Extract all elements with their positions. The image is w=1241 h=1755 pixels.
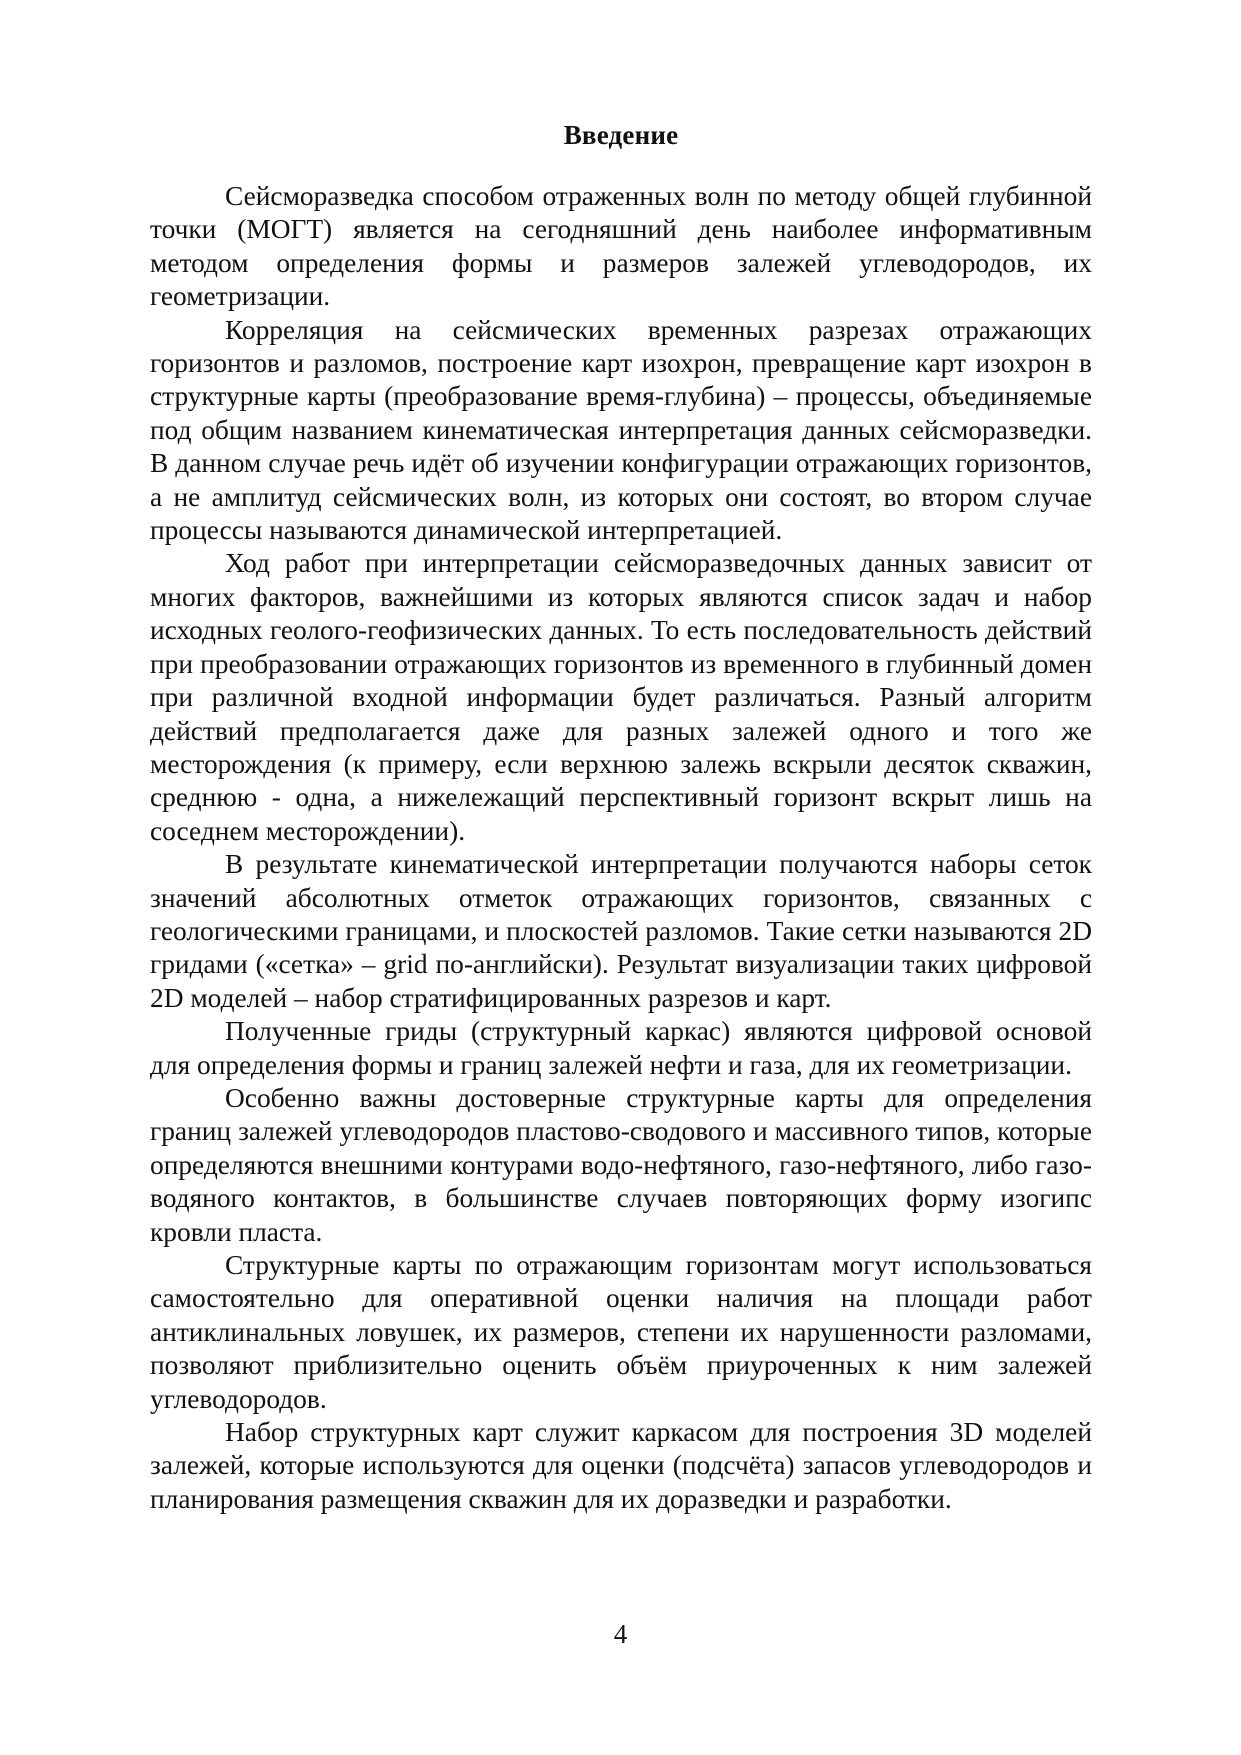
- paragraph: Ход работ при интерпретации сейсморазведочных данных зависит от многих факторов, важнейшими из которых являются список задач и набор исходных геолого-геофизических данных. То есть последовательность действий при преобразовании отражающих горизонтов из временного в глубинный домен при различной входной информации будет различаться. Разный алгоритм действий предполагается даже для разных залежей одного и того же месторождения (к примеру, если верхнюю залежь вскрыли десяток скважин, среднюю - одна, а нижележащий перспективный горизонт вскрыт лишь на соседнем месторождении).: [150, 548, 1092, 846]
- paragraph: Набор структурных карт служит каркасом для построения 3D моделей залежей, которые используются для оценки (подсчёта) запасов углеводородов и планирования размещения скважин для их доразведки и разработки.: [150, 1417, 1092, 1514]
- paragraph: Сейсморазведка способом отраженных волн по методу общей глубинной точки (МОГТ) является на сегодняшний день наиболее информативным методом определения формы и размеров залежей углеводородов, их геометризации.: [150, 181, 1092, 312]
- paragraph: Структурные карты по отражающим горизонтам могут использоваться самостоятельно для оперативной оценки наличия на площади работ антиклинальных ловушек, их размеров, степени их нарушенности разломами, позволяют приблизительно оценить объём приуроченных к ним залежей углеводородов.: [150, 1250, 1092, 1414]
- paragraph: Особенно важны достоверные структурные карты для определения границ залежей углеводородов пластово-сводового и массивного типов, которые определяются внешними контурами водо-нефтяного, газо-нефтяного, либо газо-водяного контактов, в большинстве случаев повторяющих форму изогипс кровли пласта.: [150, 1082, 1092, 1247]
- section-title: Введение: [563, 120, 679, 150]
- paragraph: Корреляция на сейсмических временных разрезах отражающих горизонтов и разломов, построение карт изохрон, превращение карт изохрон в структурные карты (преобразование время-глубина) – процессы, объединяемые под общим названием кинематическая интерпретация данных сейсморазведки. В данном случае речь идёт об изучении конфигурации отражающих горизонтов, а не амплитуд сейсмических волн, из которых они состоят, во втором случае процессы называются динамической интерпретацией.: [150, 314, 1092, 546]
- paragraph: В результате кинематической интерпретации получаются наборы сеток значений абсолютных отметок отражающих горизонтов, связанных с геологическими границами, и плоскостей разломов. Такие сетки называются 2D гридами («сетка» – grid по-английски). Результат визуализации таких цифровой 2D моделей – набор стратифицированных разрезов и карт.: [150, 849, 1092, 1013]
- page-body: [150, 118, 1092, 1516]
- paragraph: Полученные гриды (структурный каркас) являются цифровой основой для определения формы и границ залежей нефти и газа, для их геометризации.: [150, 1016, 1092, 1080]
- page-number: 4: [613, 1619, 628, 1649]
